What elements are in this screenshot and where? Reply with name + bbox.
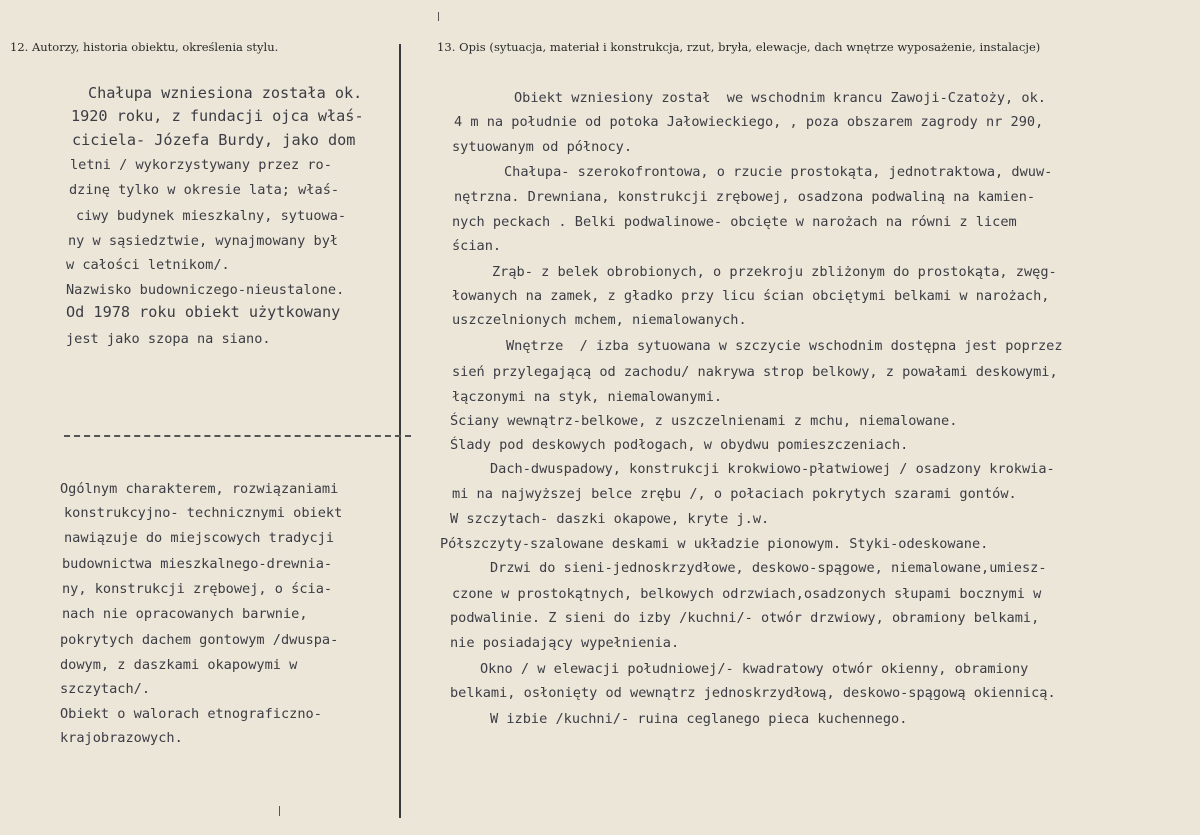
text-line: łowanych na zamek, z gładko przy licu ścian obciętymi belkami w narożach, <box>452 288 1050 304</box>
text-line: Półszczyty-szalowane deskami w układzie pionowym. Styki-odeskowane. <box>440 536 989 552</box>
text-line: pokrytych dachem gontowym /dwuspa- <box>60 632 339 648</box>
text-line: nętrzna. Drewniana, konstrukcji zrębowej, osadzona podwaliną na kamien- <box>454 189 1036 205</box>
text-line: czone w prostokątnych, belkowych odrzwiach,osadzonych słupami bocznymi w <box>452 586 1042 602</box>
text-line: ścian. <box>452 238 502 254</box>
text-line: Wnętrze / izba sytuowana w szczycie wschodnim dostępna jest poprzez <box>506 338 1063 354</box>
text-line: W szczytach- daszki okapowe, kryte j.w. <box>450 511 770 527</box>
text-line: ny w sąsiedztwie, wynajmowany był <box>68 233 339 249</box>
text-line: letni / wykorzystywany przez ro- <box>70 157 332 173</box>
text-line: belkami, osłonięty od wewnątrz jednoskrzydłową, deskowo-spągową okiennicą. <box>450 685 1056 701</box>
text-line: nach nie opracowanych barwnie, <box>62 606 308 622</box>
text-line: budownictwa mieszkalnego-drewnia- <box>62 556 333 572</box>
text-line: Drzwi do sieni-jednoskrzydłowe, deskowo-spągowe, niemalowane,umiesz- <box>490 560 1047 576</box>
text-line: Od 1978 roku obiekt użytkowany <box>66 303 341 321</box>
text-line: dzinę tylko w okresie lata; właś- <box>69 182 340 198</box>
text-line: Ślady pod deskowych podłogach, w obydwu pomieszczeniach. <box>450 437 909 453</box>
text-line: dowym, z daszkami okapowymi w <box>60 657 298 673</box>
text-line: ciciela- Józefa Burdy, jako dom <box>72 131 356 149</box>
text-line: szczytach/. <box>60 681 151 697</box>
text-line: łączonymi na styk, niemalowanymi. <box>452 389 723 405</box>
text-line: uszczelnionych mchem, niemalowanych. <box>452 312 747 328</box>
text-line: krajobrazowych. <box>60 730 183 746</box>
text-line: Obiekt o walorach etnograficzno- <box>60 706 322 722</box>
section-13-heading: 13. Opis (sytuacja, materiał i konstrukcja, rzut, bryła, elewacje, dach wnętrze wyposażenie, instalacje) <box>437 40 1041 54</box>
text-line: Dach-dwuspadowy, konstrukcji krokwiowo-płatwiowej / osadzony krokwia- <box>490 461 1055 477</box>
text-line: W izbie /kuchni/- ruina ceglanego pieca kuchennego. <box>490 711 908 727</box>
text-line: Obiekt wzniesiony został we wschodnim krancu Zawoji-Czatoży, ok. <box>514 90 1046 106</box>
text-line: sień przylegającą od zachodu/ nakrywa strop belkowy, z powałami deskowymi, <box>452 364 1058 380</box>
text-line: Chałupa wzniesiona została ok. <box>88 84 363 102</box>
text-line: w całości letnikom/. <box>66 257 230 273</box>
text-line: 4 m na południe od potoka Jałowieckiego, , poza obszarem zagrody nr 290, <box>454 114 1044 130</box>
dashed-separator <box>64 435 411 437</box>
text-line: nie posiadający wypełnienia. <box>450 635 680 651</box>
text-line: Nazwisko budowniczego-nieustalone. <box>66 282 345 298</box>
margin-mark <box>438 12 439 21</box>
margin-mark <box>279 806 280 816</box>
text-line: jest jako szopa na siano. <box>66 331 271 347</box>
text-line: Okno / w elewacji południowej/- kwadratowy otwór okienny, obramiony <box>480 661 1029 677</box>
section-12-heading: 12. Autorzy, historia obiektu, określenia stylu. <box>10 40 279 54</box>
text-line: Ogólnym charakterem, rozwiązaniami <box>60 481 339 497</box>
text-line: konstrukcyjno- technicznymi obiekt <box>64 505 343 521</box>
column-divider <box>399 44 401 818</box>
text-line: Zrąb- z belek obrobionych, o przekroju zbliżonym do prostokąta, zwęg- <box>492 264 1057 280</box>
text-line: podwalinie. Z sieni do izby /kuchni/- otwór drzwiowy, obramiony belkami, <box>450 610 1040 626</box>
text-line: nawiązuje do miejscowych tradycji <box>64 530 335 546</box>
text-line: nych peckach . Belki podwalinowe- obcięte w narożach na równi z licem <box>452 214 1017 230</box>
text-line: mi na najwyższej belce zrębu /, o połaciach pokrytych szarami gontów. <box>452 486 1017 502</box>
text-line: Chałupa- szerokofrontowa, o rzucie prostokąta, jednotraktowa, dwuw- <box>504 164 1053 180</box>
text-line: ciwy budynek mieszkalny, sytuowa- <box>76 208 347 224</box>
text-line: Ściany wewnątrz-belkowe, z uszczelnienami z mchu, niemalowane. <box>450 413 958 429</box>
text-line: ny, konstrukcji zrębowej, o ścia- <box>62 581 333 597</box>
text-line: sytuowanym od północy. <box>452 139 633 155</box>
text-line: 1920 roku, z fundacji ojca właś- <box>71 107 364 125</box>
